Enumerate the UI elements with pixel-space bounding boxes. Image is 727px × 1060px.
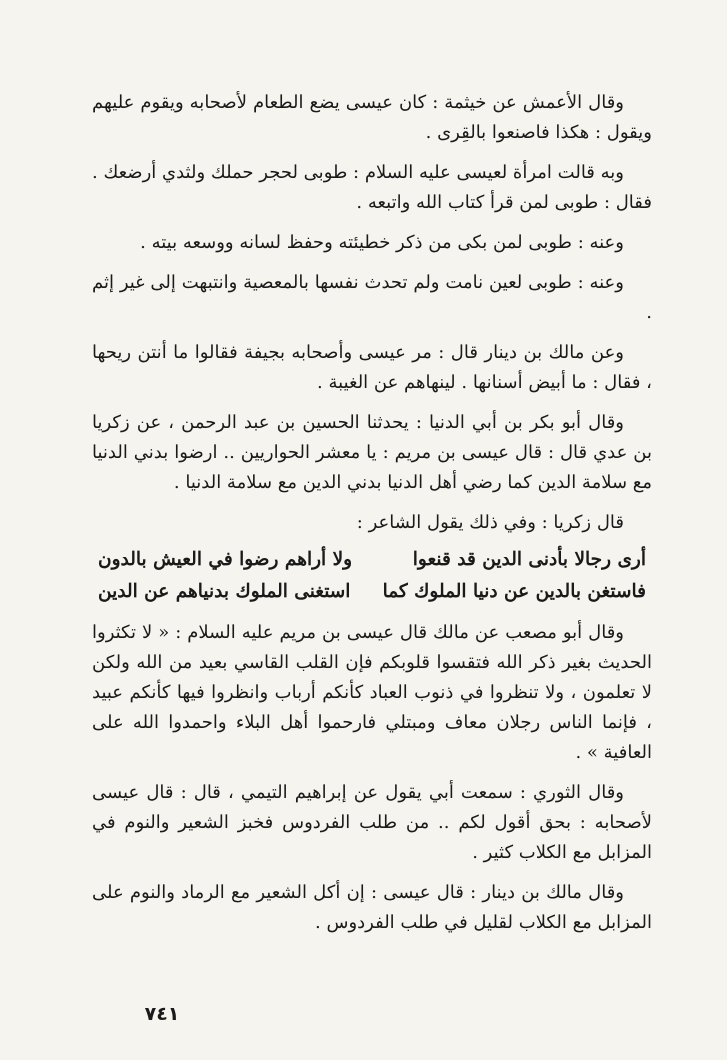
paragraph-4: وعنه : طوبى لعين نامت ولم تحدث نفسها بالمعصية وانتبهت إلى غير إثم . [92, 272, 652, 323]
paragraph-7: وقال أبو مصعب عن مالك قال عيسى بن مريم عليه السلام : « لا تكثروا الحديث بغير ذكر الله فتقسوا قلوبكم فإن القلب القاسي بعيد من الله ولكن لا تعلمون ، ولا تنظروا في ذنوب العباد كأنكم أرباب وانظروا فيها كأنكم عبيد ، فإنما الناس رجلان معاف ومبتلي فارحموا أهل البلاء واحمدوا الله على العافية » . [92, 622, 652, 763]
paragraph-6: وقال أبو بكر بن أبي الدنيا : يحدثنا الحسين بن عبد الرحمن ، عن زكريا بن عدي قال : قال عيسى بن مريم : يا معشر الحواريين .. ارضوا بدني الدنيا مع سلامة الدين كما رضي أهل الدنيا بدني الدين مع سلامة الدنيا . [92, 412, 652, 493]
paragraph-8: وقال الثوري : سمعت أبي يقول عن إبراهيم التيمي ، قال : قال عيسى لأصحابه : بحق أقول لكم .. من طلب الفردوس فخبز الشعير والنوم في المزابل مع الكلاب كثير . [92, 782, 652, 863]
verse-intro: قال زكريا : وفي ذلك يقول الشاعر : [356, 512, 624, 533]
poetry-block [92, 544, 652, 608]
paragraph-3: وعنه : طوبى لمن بكى من ذكر خطيئته وحفظ لسانه ووسعه بيته . [140, 232, 624, 253]
verse-2-first-hemistich: فاستغن بالدين عن دنيا الملوك كما [382, 581, 646, 602]
verse-line-1 [92, 544, 652, 576]
verse-1-second-hemistich: ولا أراهم رضوا في العيش بالدون [98, 549, 353, 570]
paragraph-1: وقال الأعمش عن خيثمة : كان عيسى يضع الطعام لأصحابه ويقوم عليهم ويقول : هكذا فاصنعوا بالقِرى . [92, 92, 652, 143]
paragraph-9: وقال مالك بن دينار : قال عيسى : إن أكل الشعير مع الرماد والنوم على المزابل مع الكلاب لقليل في طلب الفردوس . [92, 882, 652, 933]
verse-line-2 [92, 576, 652, 608]
verse-1-first-hemistich: أرى رجالا بأدنى الدين قد قنعوا [412, 549, 646, 570]
page-number: ٧٤١ [144, 1003, 180, 1025]
paragraph-2: وبه قالت امرأة لعيسى عليه السلام : طوبى لحجر حملك ولثدي أرضعك . فقال : طوبى لمن قرأ كتاب الله واتبعه . [92, 162, 652, 213]
paragraph-5: وعن مالك بن دينار قال : مر عيسى وأصحابه بجيفة فقالوا ما أنتن ريحها ، فقال : ما أبيض أسنانها . لينهاهم عن الغيبة . [92, 342, 652, 393]
page-body [92, 88, 652, 948]
verse-2-second-hemistich: استغنى الملوك بدنياهم عن الدين [98, 581, 351, 602]
